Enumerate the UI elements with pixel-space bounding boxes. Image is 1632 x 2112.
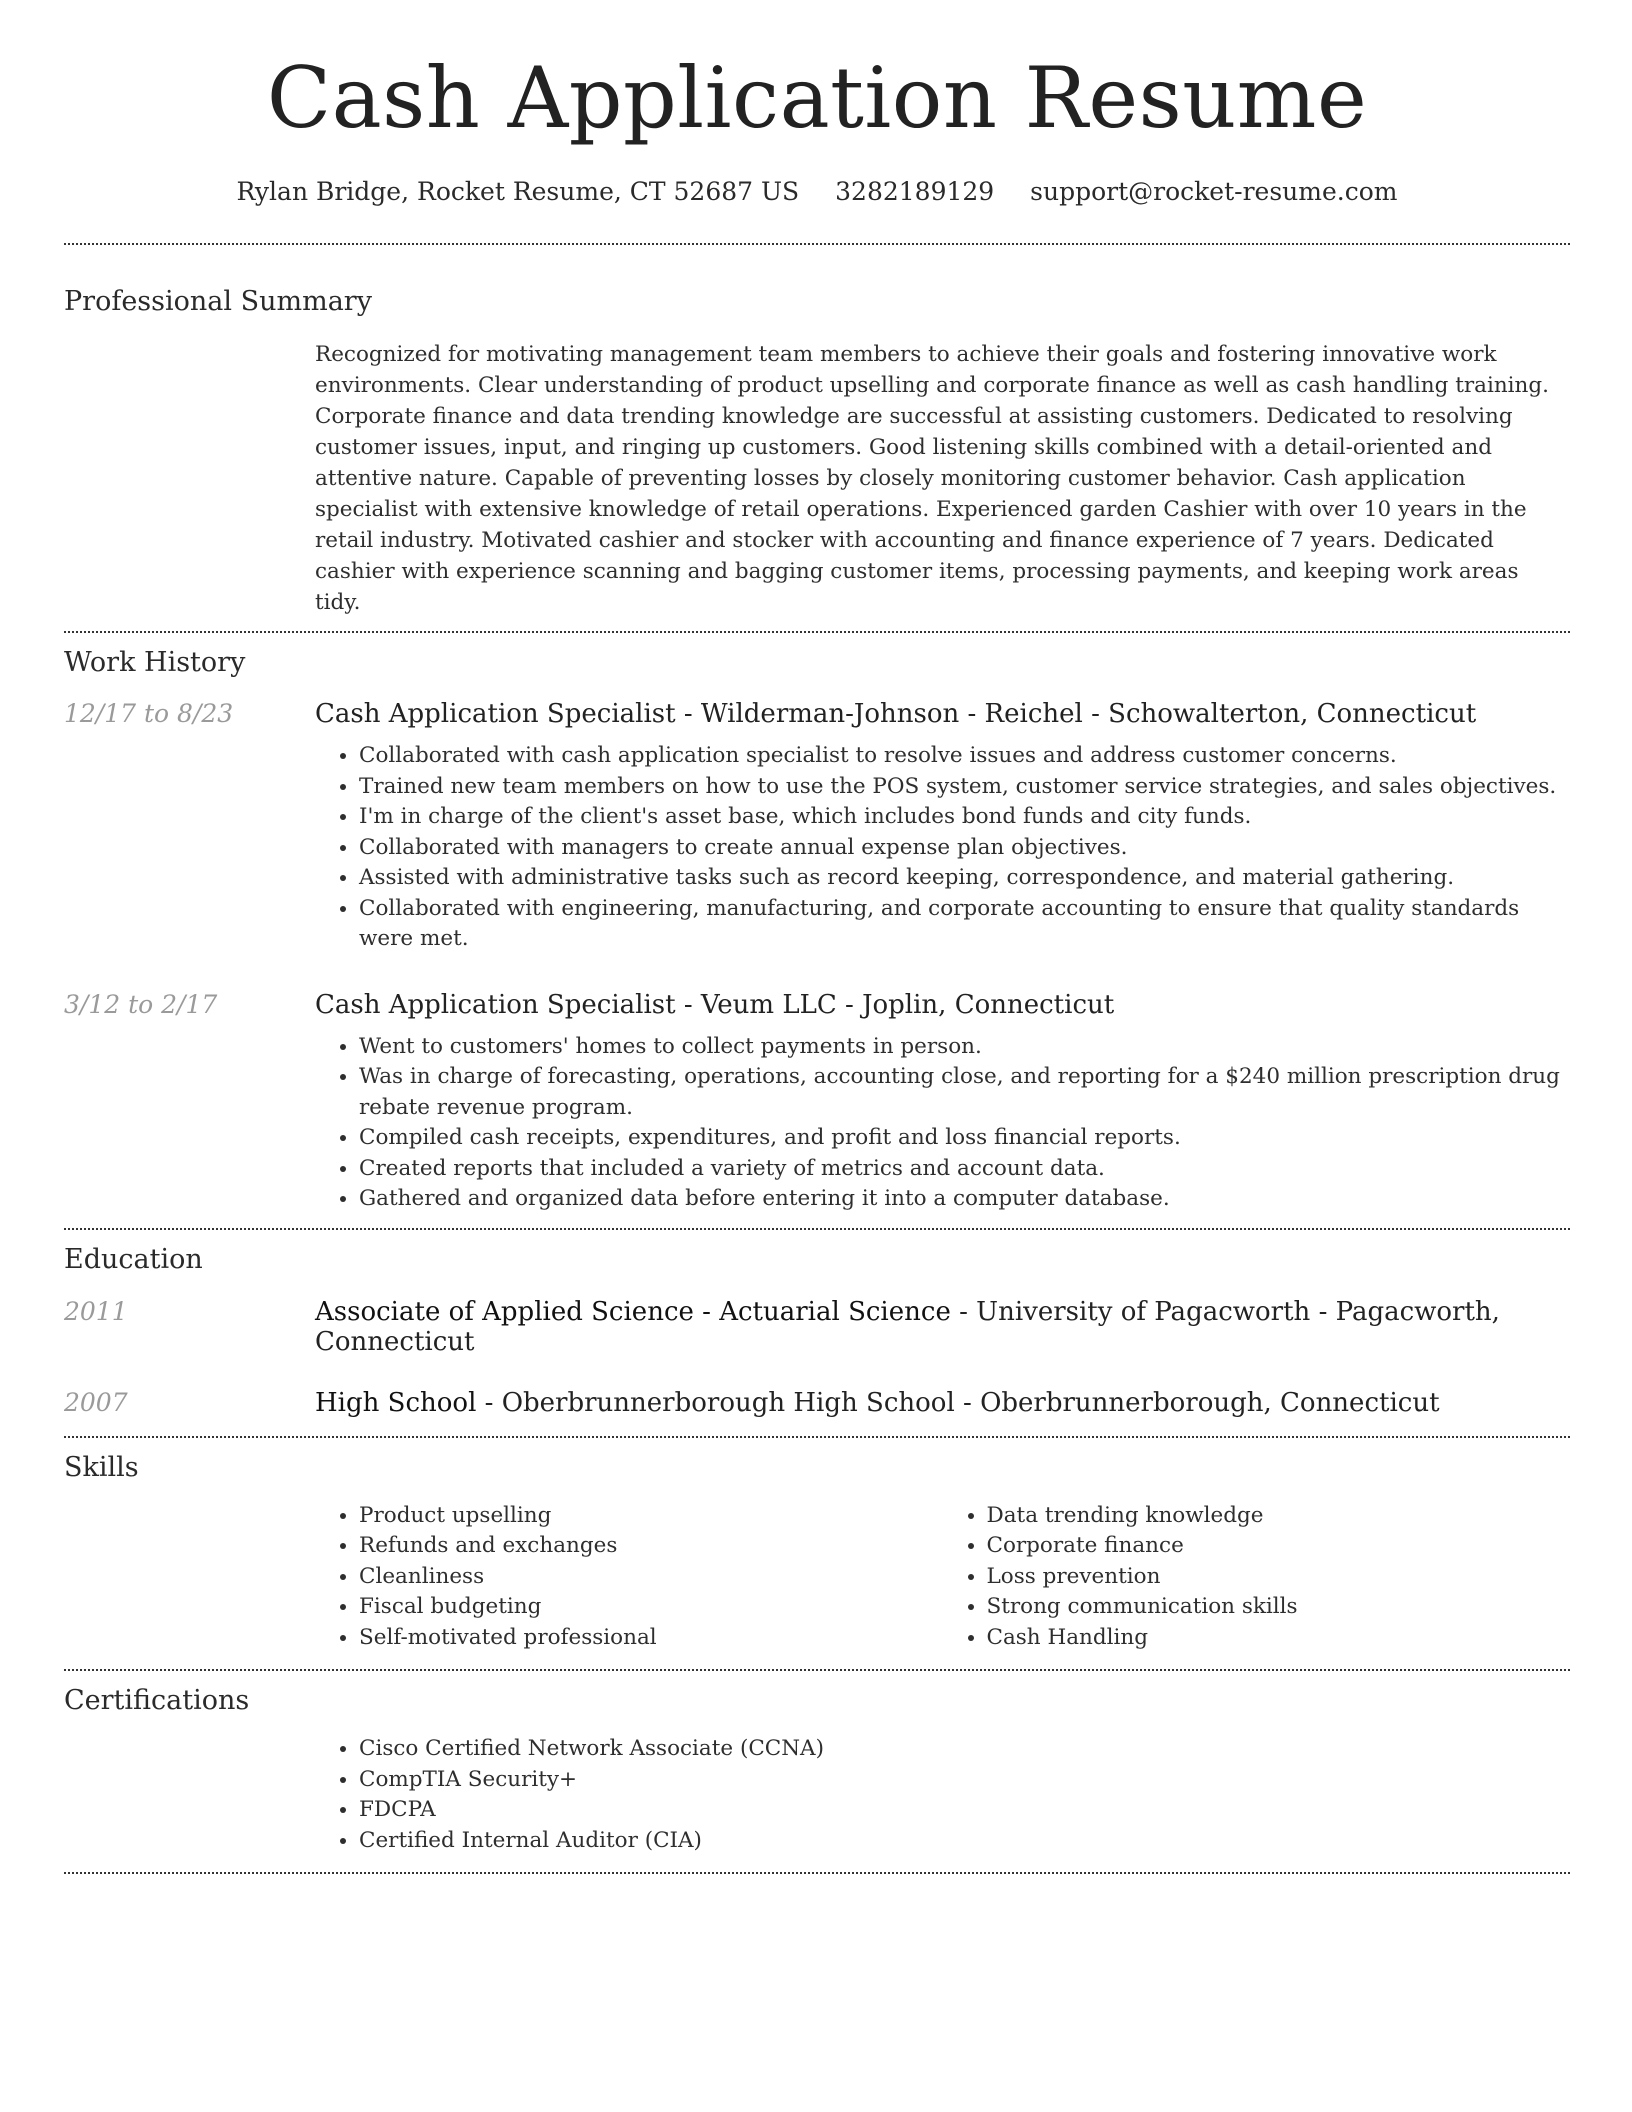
list-item: • Compiled cash receipts, expenditures, and profit and loss financial reports. <box>359 1123 1570 1154</box>
job-heading: Cash Application Specialist - Wilderman-Johnson - Reichel - Schowalterton, Connecticut <box>315 699 1477 729</box>
skills-column-left <box>315 1501 943 1654</box>
education-heading <box>315 1388 1440 1418</box>
list-item: • Assisted with administrative tasks such as record keeping, correspondence, and material gathering. <box>359 863 1570 894</box>
resume-page <box>64 0 1570 1874</box>
resume-title: Cash Application Resume <box>266 49 1368 147</box>
job-heading: Cash Application Specialist - Veum LLC - Joplin, Connecticut <box>315 989 1115 1020</box>
list-item: • Collaborated with cash application specialist to resolve issues and address customer concerns. <box>359 741 1570 772</box>
list-item: • Created reports that included a variety of metrics and account data. <box>359 1154 1570 1185</box>
skill-item: • Strong communication skills <box>987 1592 1571 1623</box>
list-item: • Collaborated with engineering, manufacturing, and corporate accounting to ensure that quality standards were met. <box>359 894 1570 955</box>
skill-item: • Self-motivated professional <box>359 1623 943 1654</box>
certification-item: • Certified Internal Auditor (CIA) <box>359 1826 1570 1857</box>
section-title-certifications: Certifications <box>64 1685 250 1716</box>
job-header <box>64 699 1570 729</box>
contact-email: support@rocket-resume.com <box>1030 177 1398 206</box>
skill-item: • Cash Handling <box>987 1623 1571 1654</box>
divider <box>64 1228 1570 1230</box>
divider <box>64 631 1570 633</box>
job-entry <box>64 990 1570 1215</box>
certification-item: • CompTIA Security+ <box>359 1765 1570 1796</box>
job-bullets <box>315 1032 1570 1215</box>
list-item: • Went to customers' homes to collect payments in person. <box>359 1032 1570 1063</box>
education-school: - Oberbrunnerborough High School - Oberbrunnerborough, Connecticut <box>476 1387 1440 1418</box>
job-header <box>64 990 1570 1020</box>
skills-column-right <box>943 1501 1571 1654</box>
education-entry <box>64 1297 1570 1357</box>
job-entry <box>64 699 1570 955</box>
education-heading <box>315 1297 1570 1357</box>
skills-list <box>315 1501 1570 1654</box>
section-title-skills: Skills <box>64 1451 139 1483</box>
list-item: • I'm in charge of the client's asset base, which includes bond funds and city funds. <box>359 802 1570 833</box>
education-entry <box>64 1388 1570 1418</box>
job-dates: 12/17 to 8/23 <box>64 699 234 728</box>
contact-address: Rylan Bridge, Rocket Resume, CT 52687 US <box>236 177 800 206</box>
list-item: • Collaborated with managers to create annual expense plan objectives. <box>359 833 1570 864</box>
education-year: 2007 <box>64 1387 128 1417</box>
skill-item: • Product upselling <box>359 1501 943 1532</box>
divider <box>64 1436 1570 1438</box>
education-degree: Associate of Applied Science - Actuarial Science <box>315 1296 951 1327</box>
section-title-summary: Professional Summary <box>64 286 372 317</box>
contact-line <box>64 177 1570 206</box>
education-school: - University of Pagacworth - Pagacworth, Connecticut <box>315 1296 1500 1357</box>
list-item: • Gathered and organized data before entering it into a computer database. <box>359 1184 1570 1215</box>
skill-item: • Loss prevention <box>987 1562 1571 1593</box>
list-item: • Was in charge of forecasting, operations, accounting close, and reporting for a $240 million prescription drug rebate revenue program. <box>359 1062 1570 1123</box>
certifications-list <box>315 1734 1570 1856</box>
section-title-work: Work History <box>64 647 246 678</box>
section-title-education: Education <box>64 1243 203 1275</box>
contact-phone: 3282189129 <box>835 177 995 206</box>
education-degree: High School <box>315 1387 477 1418</box>
summary-text: Recognized for motivating management team members to achieve their goals and fostering innovative work environments. Clear understanding of product upselling and corporate finance as well as cash handling training. Corporate finance and data trending knowledge are successful at assisting customers. Dedicated to resolving customer issues, input, and ringing up customers. Good listening skills combined with a detail-oriented and attentive nature. Capable of preventing losses by closely monitoring customer behavior. Cash application specialist with extensive knowledge of retail operations. Experienced garden Cashier with over 10 years in the retail industry. Motivated cashier and stocker with accounting and finance experience of 7 years. Dedicated cashier with experience scanning and bagging customer items, processing payments, and keeping work areas tidy. <box>315 342 1549 615</box>
list-item: • Trained new team members on how to use the POS system, customer service strategies, and sales objectives. <box>359 772 1570 803</box>
divider <box>64 243 1570 245</box>
job-bullets <box>315 741 1570 955</box>
divider <box>64 1669 1570 1671</box>
education-year: 2011 <box>64 1296 128 1326</box>
skill-item: • Refunds and exchanges <box>359 1531 943 1562</box>
skill-item: • Data trending knowledge <box>987 1501 1571 1532</box>
skill-item: • Fiscal budgeting <box>359 1592 943 1623</box>
skill-item: • Corporate finance <box>987 1531 1571 1562</box>
skill-item: • Cleanliness <box>359 1562 943 1593</box>
certification-item: • Cisco Certified Network Associate (CCNA) <box>359 1734 1570 1765</box>
divider <box>64 1872 1570 1874</box>
job-dates: 3/12 to 2/17 <box>64 989 218 1019</box>
certification-item: • FDCPA <box>359 1795 1570 1826</box>
